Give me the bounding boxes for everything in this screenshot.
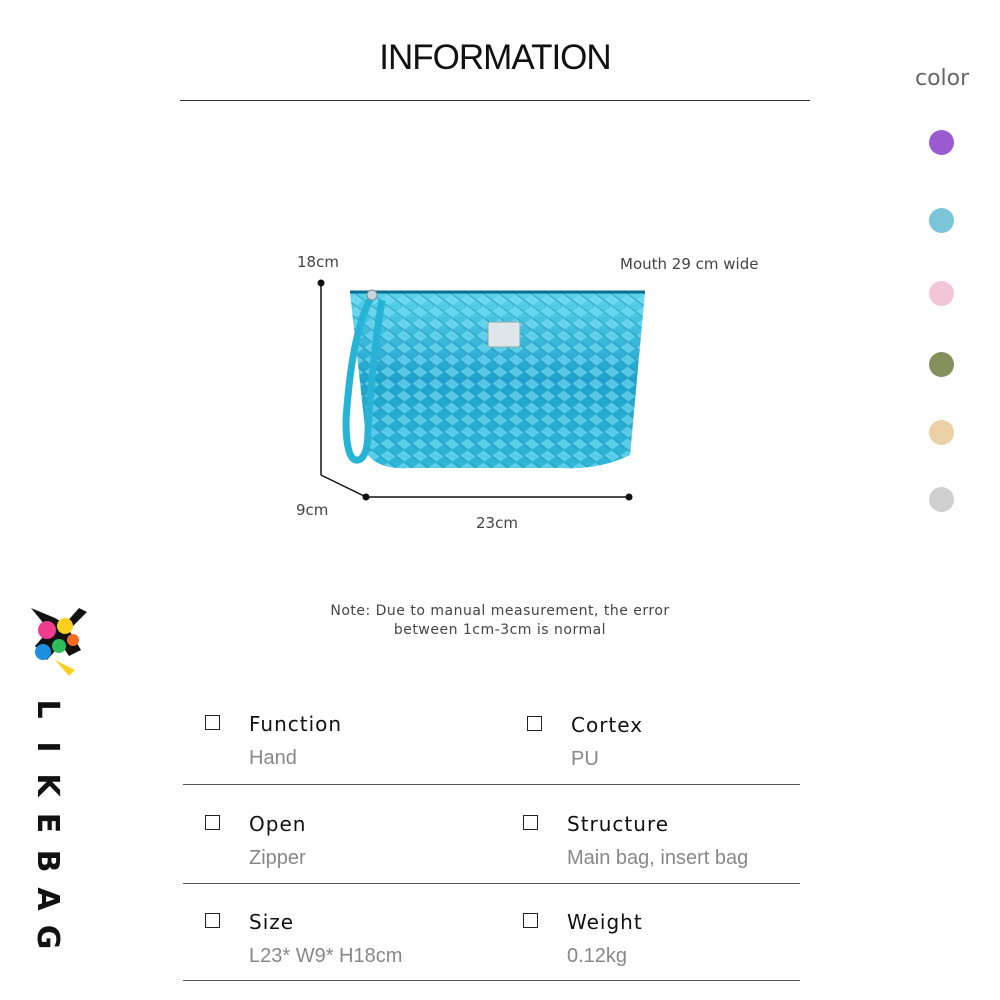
length-start-dot — [363, 494, 370, 501]
color-swatch-pink[interactable] — [929, 281, 954, 306]
length-label: 23cm — [476, 514, 518, 532]
brand-letter: K — [30, 773, 65, 797]
color-swatch-purple[interactable] — [929, 130, 954, 155]
brand-letter: B — [30, 849, 65, 873]
brand-letter: G — [30, 924, 65, 950]
spec-value: 0.12kg — [567, 945, 628, 967]
brand-logo-icon — [25, 600, 95, 680]
height-label: 18cm — [297, 253, 339, 271]
row-divider — [183, 980, 800, 981]
row-divider — [183, 883, 800, 884]
page-title: INFORMATION — [379, 38, 611, 77]
spec-label: Open — [249, 812, 307, 836]
row-divider — [183, 784, 800, 785]
depth-label: 9cm — [296, 501, 329, 519]
measurement-note — [280, 602, 720, 640]
checkbox-icon[interactable] — [205, 815, 220, 830]
spec-label: Function — [249, 712, 343, 736]
spec-value: Zipper — [249, 847, 306, 869]
brand-letter: L — [30, 699, 65, 719]
product-diagram — [300, 270, 650, 510]
brand-letter: E — [30, 812, 65, 834]
note-line-1: Note: Due to manual measurement, the error — [330, 603, 670, 619]
spec-label: Cortex — [571, 713, 644, 737]
color-swatch-blue[interactable] — [929, 208, 954, 233]
checkbox-icon[interactable] — [205, 913, 220, 928]
color-swatch-beige[interactable] — [929, 420, 954, 445]
checkbox-icon[interactable] — [523, 913, 538, 928]
spec-value: L23* W9* H18cm — [249, 945, 403, 967]
checkbox-icon[interactable] — [527, 716, 542, 731]
product-image — [346, 290, 645, 468]
note-line-2: between 1cm-3cm is normal — [393, 622, 607, 638]
color-label: color — [915, 66, 970, 91]
spec-value: Main bag, insert bag — [567, 847, 749, 869]
spec-value: PU — [571, 748, 599, 770]
color-swatch-olive[interactable] — [929, 352, 954, 377]
title-divider — [180, 100, 810, 101]
checkbox-icon[interactable] — [205, 715, 220, 730]
spec-label: Weight — [567, 910, 643, 934]
checkbox-icon[interactable] — [523, 815, 538, 830]
spec-value: Hand — [249, 747, 297, 769]
spec-label: Size — [249, 910, 295, 934]
length-end-dot — [626, 494, 633, 501]
brand-letter: A — [30, 887, 65, 911]
brand-letter: I — [30, 741, 65, 753]
spec-label: Structure — [567, 812, 670, 836]
mouth-width-label: Mouth 29 cm wide — [620, 255, 759, 273]
height-top-dot — [318, 280, 325, 287]
depth-line — [321, 475, 366, 497]
brand-wordmark — [27, 690, 67, 956]
color-swatch-gray[interactable] — [929, 487, 954, 512]
